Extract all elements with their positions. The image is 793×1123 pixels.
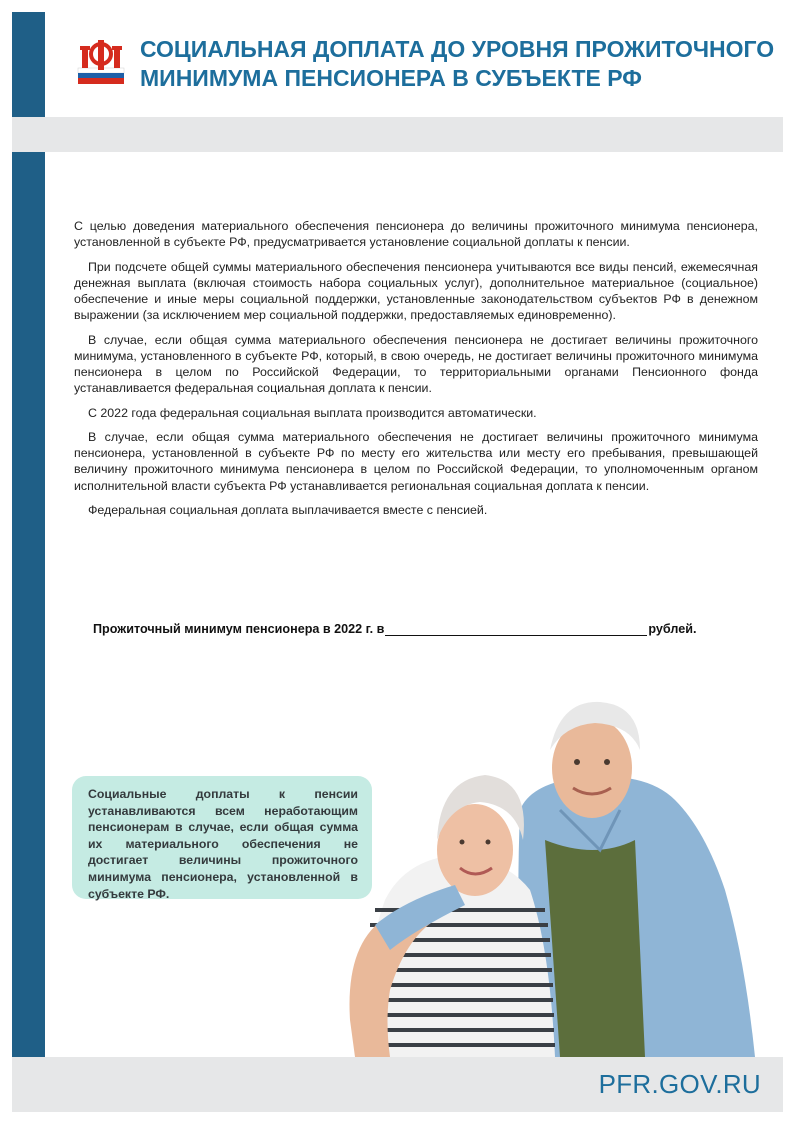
- page-title-line-2: МИНИМУМА ПЕНСИОНЕРА В СУБЪЕКТЕ РФ: [140, 65, 642, 91]
- subsistence-minimum-line: [93, 622, 753, 636]
- info-callout: Социальные доплаты к пенсии устанавливаются всем неработающим пенсионерам в случае, если общая сумма их материального обеспечения не достигает величины прожиточного минимума пенсионера, установленной в субъекте РФ.: [72, 776, 372, 899]
- body-text: [74, 218, 758, 526]
- minimum-suffix: рублей.: [648, 622, 697, 636]
- paragraph: В случае, если общая сумма материального обеспечения пенсионера не достигает величины прожиточного минимума, установленного в субъекте РФ, который, в свою очередь, не достигает величины прожиточного минимума пенсионера в целом по Российской Федерации, то территориальными органами Пенсионного фонда устанавливается федеральная социальная доплата к пенсии.: [74, 332, 758, 396]
- page-title: [140, 35, 775, 93]
- page-title-line-1: СОЦИАЛЬНАЯ ДОПЛАТА ДО УРОВНЯ ПРОЖИТОЧНОГО: [140, 36, 775, 62]
- paragraph: В случае, если общая сумма материального обеспечения не достигает величины прожиточного минимума пенсионера, установленной в субъекте РФ по месту его жительства или месту его пребывания, превышающей величину прожиточного минимума пенсионера в целом по Российской Федерации, то уполномоченным органом исполнительной власти субъекта РФ устанавливается региональная социальная доплата к пенсии.: [74, 429, 758, 493]
- header-gray-band: [12, 117, 783, 152]
- paragraph: С целью доведения материального обеспечения пенсионера до величины прожиточного минимума пенсионера, установленной в субъекте РФ, предусматривается установление социальной доплаты к пенсии.: [74, 219, 758, 250]
- paragraph: Федеральная социальная доплата выплачивается вместе с пенсией.: [88, 502, 488, 517]
- footer-website-link[interactable]: PFR.GOV.RU: [598, 1069, 761, 1099]
- left-accent-bar-top: [12, 12, 45, 117]
- elderly-couple-photo: [345, 690, 775, 1057]
- pfr-logo-icon: [76, 38, 126, 88]
- paragraph: При подсчете общей суммы материального обеспечения пенсионера учитываются все виды пенсий, ежемесячная денежная выплата (включая стоимость набора социальных услуг), дополнительное материальное (социальное) обеспечение и иные меры социальной поддержки, установленные законодательством субъектов РФ в денежном выражении (за исключением мер социальной поддержки, предоставляемых единовременно).: [74, 259, 758, 323]
- minimum-prefix: Прожиточный минимум пенсионера в 2022 г. в: [93, 622, 385, 636]
- paragraph: С 2022 года федеральная социальная выплата производится автоматически.: [88, 405, 537, 420]
- left-accent-bar: [12, 152, 45, 1057]
- amount-blank-field: [385, 622, 647, 636]
